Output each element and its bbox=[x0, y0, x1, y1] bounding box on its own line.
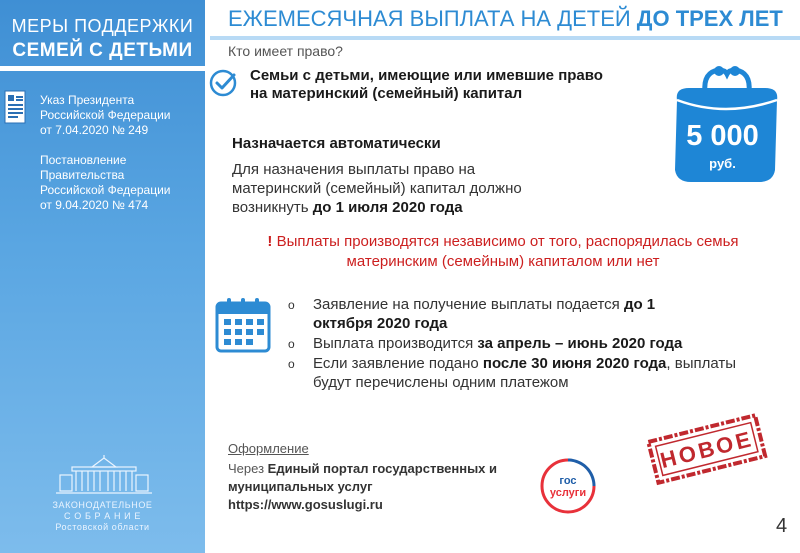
application-text: Через Единый портал государственных и муниципальных услуг https://www.gosuslugi.ru bbox=[228, 461, 498, 512]
gos-logo-line2: услуги bbox=[549, 487, 587, 499]
logo-text-line1: ЗАКОНОДАТЕЛЬНОЕ bbox=[52, 500, 153, 510]
sidebar-title-line2: СЕМЕЙ С ДЕТЬМИ bbox=[12, 40, 193, 61]
logo-text-line2: С О Б Р А Н И Е bbox=[64, 511, 141, 521]
sidebar bbox=[0, 0, 205, 553]
eligibility-text: Семьи с детьми, имеющие или имевшие право на материнский (семейный) капитал bbox=[250, 67, 603, 102]
check-circle-icon bbox=[208, 68, 238, 98]
amount-currency: руб. bbox=[709, 156, 736, 171]
gosuslugi-logo bbox=[538, 456, 598, 516]
application-label: Оформление bbox=[228, 441, 309, 456]
calendar-icon bbox=[214, 296, 272, 354]
new-stamp bbox=[632, 410, 782, 490]
amount-value: 5 000 bbox=[686, 120, 759, 152]
logo-text-line3: Ростовской области bbox=[55, 522, 150, 532]
warning-text: ! Выплаты производятся независимо от того, распорядилась семья материнским (семейным) капиталом или нет bbox=[267, 233, 739, 270]
stamp-text: НОВОЕ bbox=[657, 425, 757, 474]
page-number: 4 bbox=[776, 515, 788, 537]
sidebar-divider bbox=[0, 66, 205, 71]
who-eligible-label: Кто имеет право? bbox=[228, 43, 343, 59]
document-icon bbox=[4, 90, 26, 124]
bullet-item-2: Выплата производится за апрель – июнь 2020 года bbox=[313, 335, 683, 352]
header-divider bbox=[210, 36, 800, 40]
decree-text: Указ Президента Российской Федерации от 7.04.2020 № 249 bbox=[40, 93, 171, 137]
bullet-item-3: Если заявление подано после 30 июня 2020 года, выплаты будут перечислены одним платежом bbox=[313, 355, 737, 391]
bullet-marker: o bbox=[288, 357, 295, 371]
auto-text: Для назначения выплаты право на материнский (семейный) капитал должно возникнуть до 1 июля 2020 года bbox=[232, 161, 522, 216]
assembly-building-logo bbox=[52, 455, 157, 497]
gos-logo-line1: гос bbox=[559, 475, 577, 487]
gosuslugi-link[interactable]: https://www.gosuslugi.ru bbox=[228, 497, 383, 512]
auto-heading: Назначается автоматически bbox=[232, 135, 441, 152]
page-title: ЕЖЕМЕСЯЧНАЯ ВЫПЛАТА НА ДЕТЕЙ ДО ТРЕХ ЛЕТ bbox=[228, 6, 783, 31]
bullet-marker: o bbox=[288, 337, 295, 351]
bullet-item-1: Заявление на получение выплаты подается до 1 октября 2020 года bbox=[313, 296, 656, 332]
bullet-marker: o bbox=[288, 298, 295, 312]
sidebar-title-line1: МЕРЫ ПОДДЕРЖКИ bbox=[11, 16, 194, 36]
resolution-text: Постановление Правительства Российской Федерации от 9.04.2020 № 474 bbox=[40, 153, 171, 212]
